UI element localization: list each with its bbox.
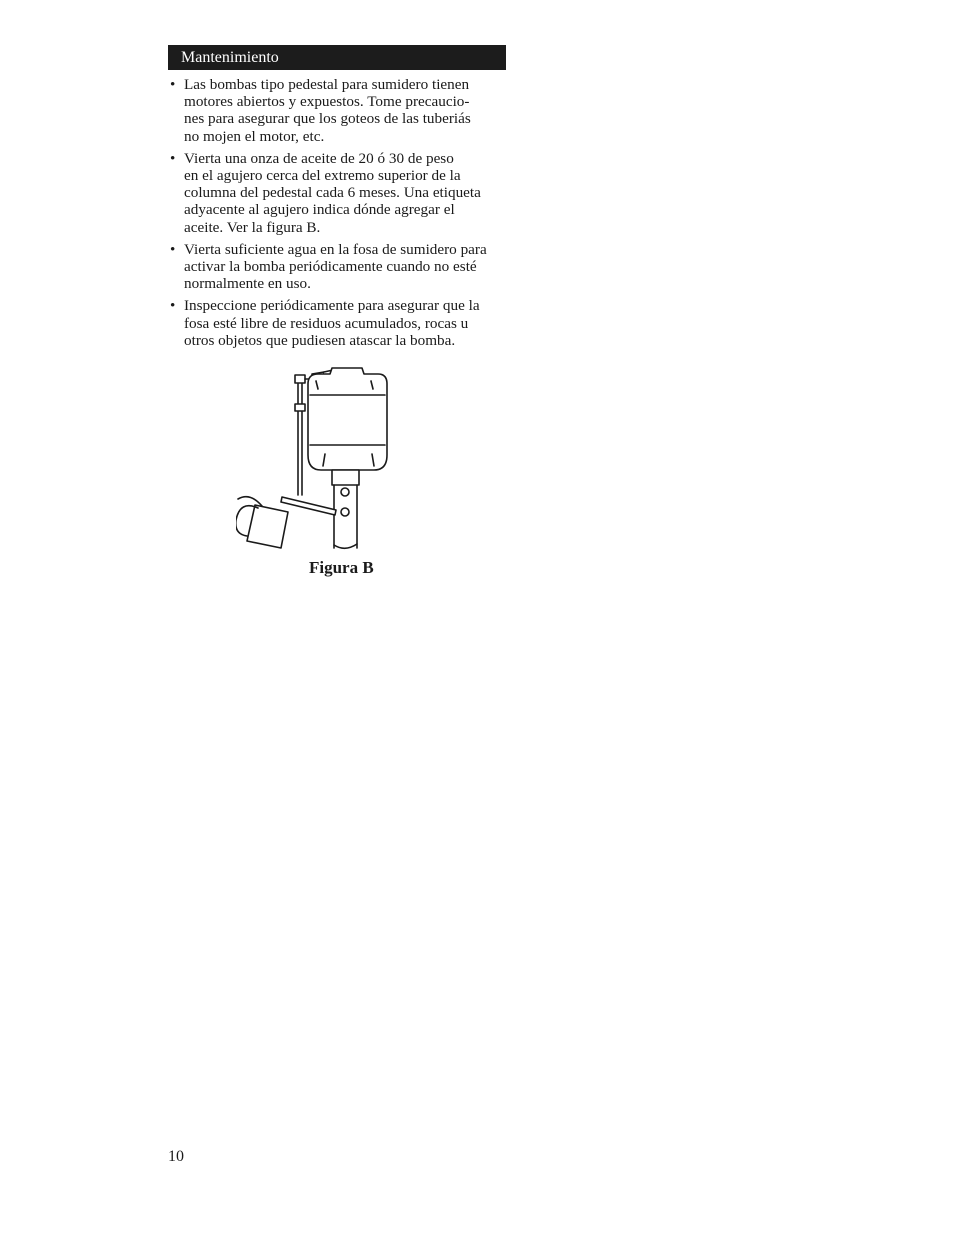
bullet-line: fosa esté libre de residuos acumulados, rocas u <box>184 314 469 332</box>
pedestal-column <box>332 470 359 548</box>
section-header <box>168 45 506 70</box>
bullet-line: no mojen el motor, etc. <box>184 127 325 145</box>
bullet-item <box>168 297 513 349</box>
column-hole <box>341 488 349 496</box>
pump-oiling-illustration <box>236 366 396 556</box>
bullet-line: otros objetos que pudiesen atascar la bomba. <box>184 331 456 349</box>
oil-can-icon <box>236 497 336 548</box>
bullet-line: Vierta una onza de aceite de 20 ó 30 de peso <box>184 149 454 167</box>
bullet-item <box>168 76 513 145</box>
bullet-line: motores abiertos y expuestos. Tome precaucio- <box>184 93 470 111</box>
bullet-item <box>168 241 513 293</box>
bullet-line: Vierta suficiente agua en la fosa de sumidero para <box>184 240 487 258</box>
oil-hole <box>341 508 349 516</box>
bullet-line: columna del pedestal cada 6 meses. Una etiqueta <box>184 184 481 202</box>
maintenance-bullet-list <box>168 76 513 354</box>
bullet-item <box>168 150 513 236</box>
bullet-dot: • <box>170 297 176 315</box>
bullet-dot: • <box>170 240 176 258</box>
page-number: 10 <box>168 1148 184 1165</box>
bullet-line: activar la bomba periódicamente cuando no esté <box>184 258 477 276</box>
figure-caption: Figura B <box>309 558 374 577</box>
section-title: Mantenimiento <box>181 49 279 66</box>
bullet-dot: • <box>170 76 176 93</box>
bullet-line: normalmente en uso. <box>184 275 311 293</box>
motor-housing <box>308 368 387 470</box>
bullet-line: aceite. Ver la figura B. <box>184 218 321 236</box>
bullet-line: Las bombas tipo pedestal para sumidero tienen <box>184 76 470 93</box>
bullet-line: nes para asegurar que los goteos de las tuberiás <box>184 110 471 128</box>
bullet-line: Inspeccione periódicamente para asegurar que la <box>184 297 480 315</box>
bullet-line: adyacente al agujero indica dónde agregar el <box>184 201 455 219</box>
bullet-line: en el agujero cerca del extremo superior de la <box>184 167 461 185</box>
bullet-dot: • <box>170 149 176 167</box>
